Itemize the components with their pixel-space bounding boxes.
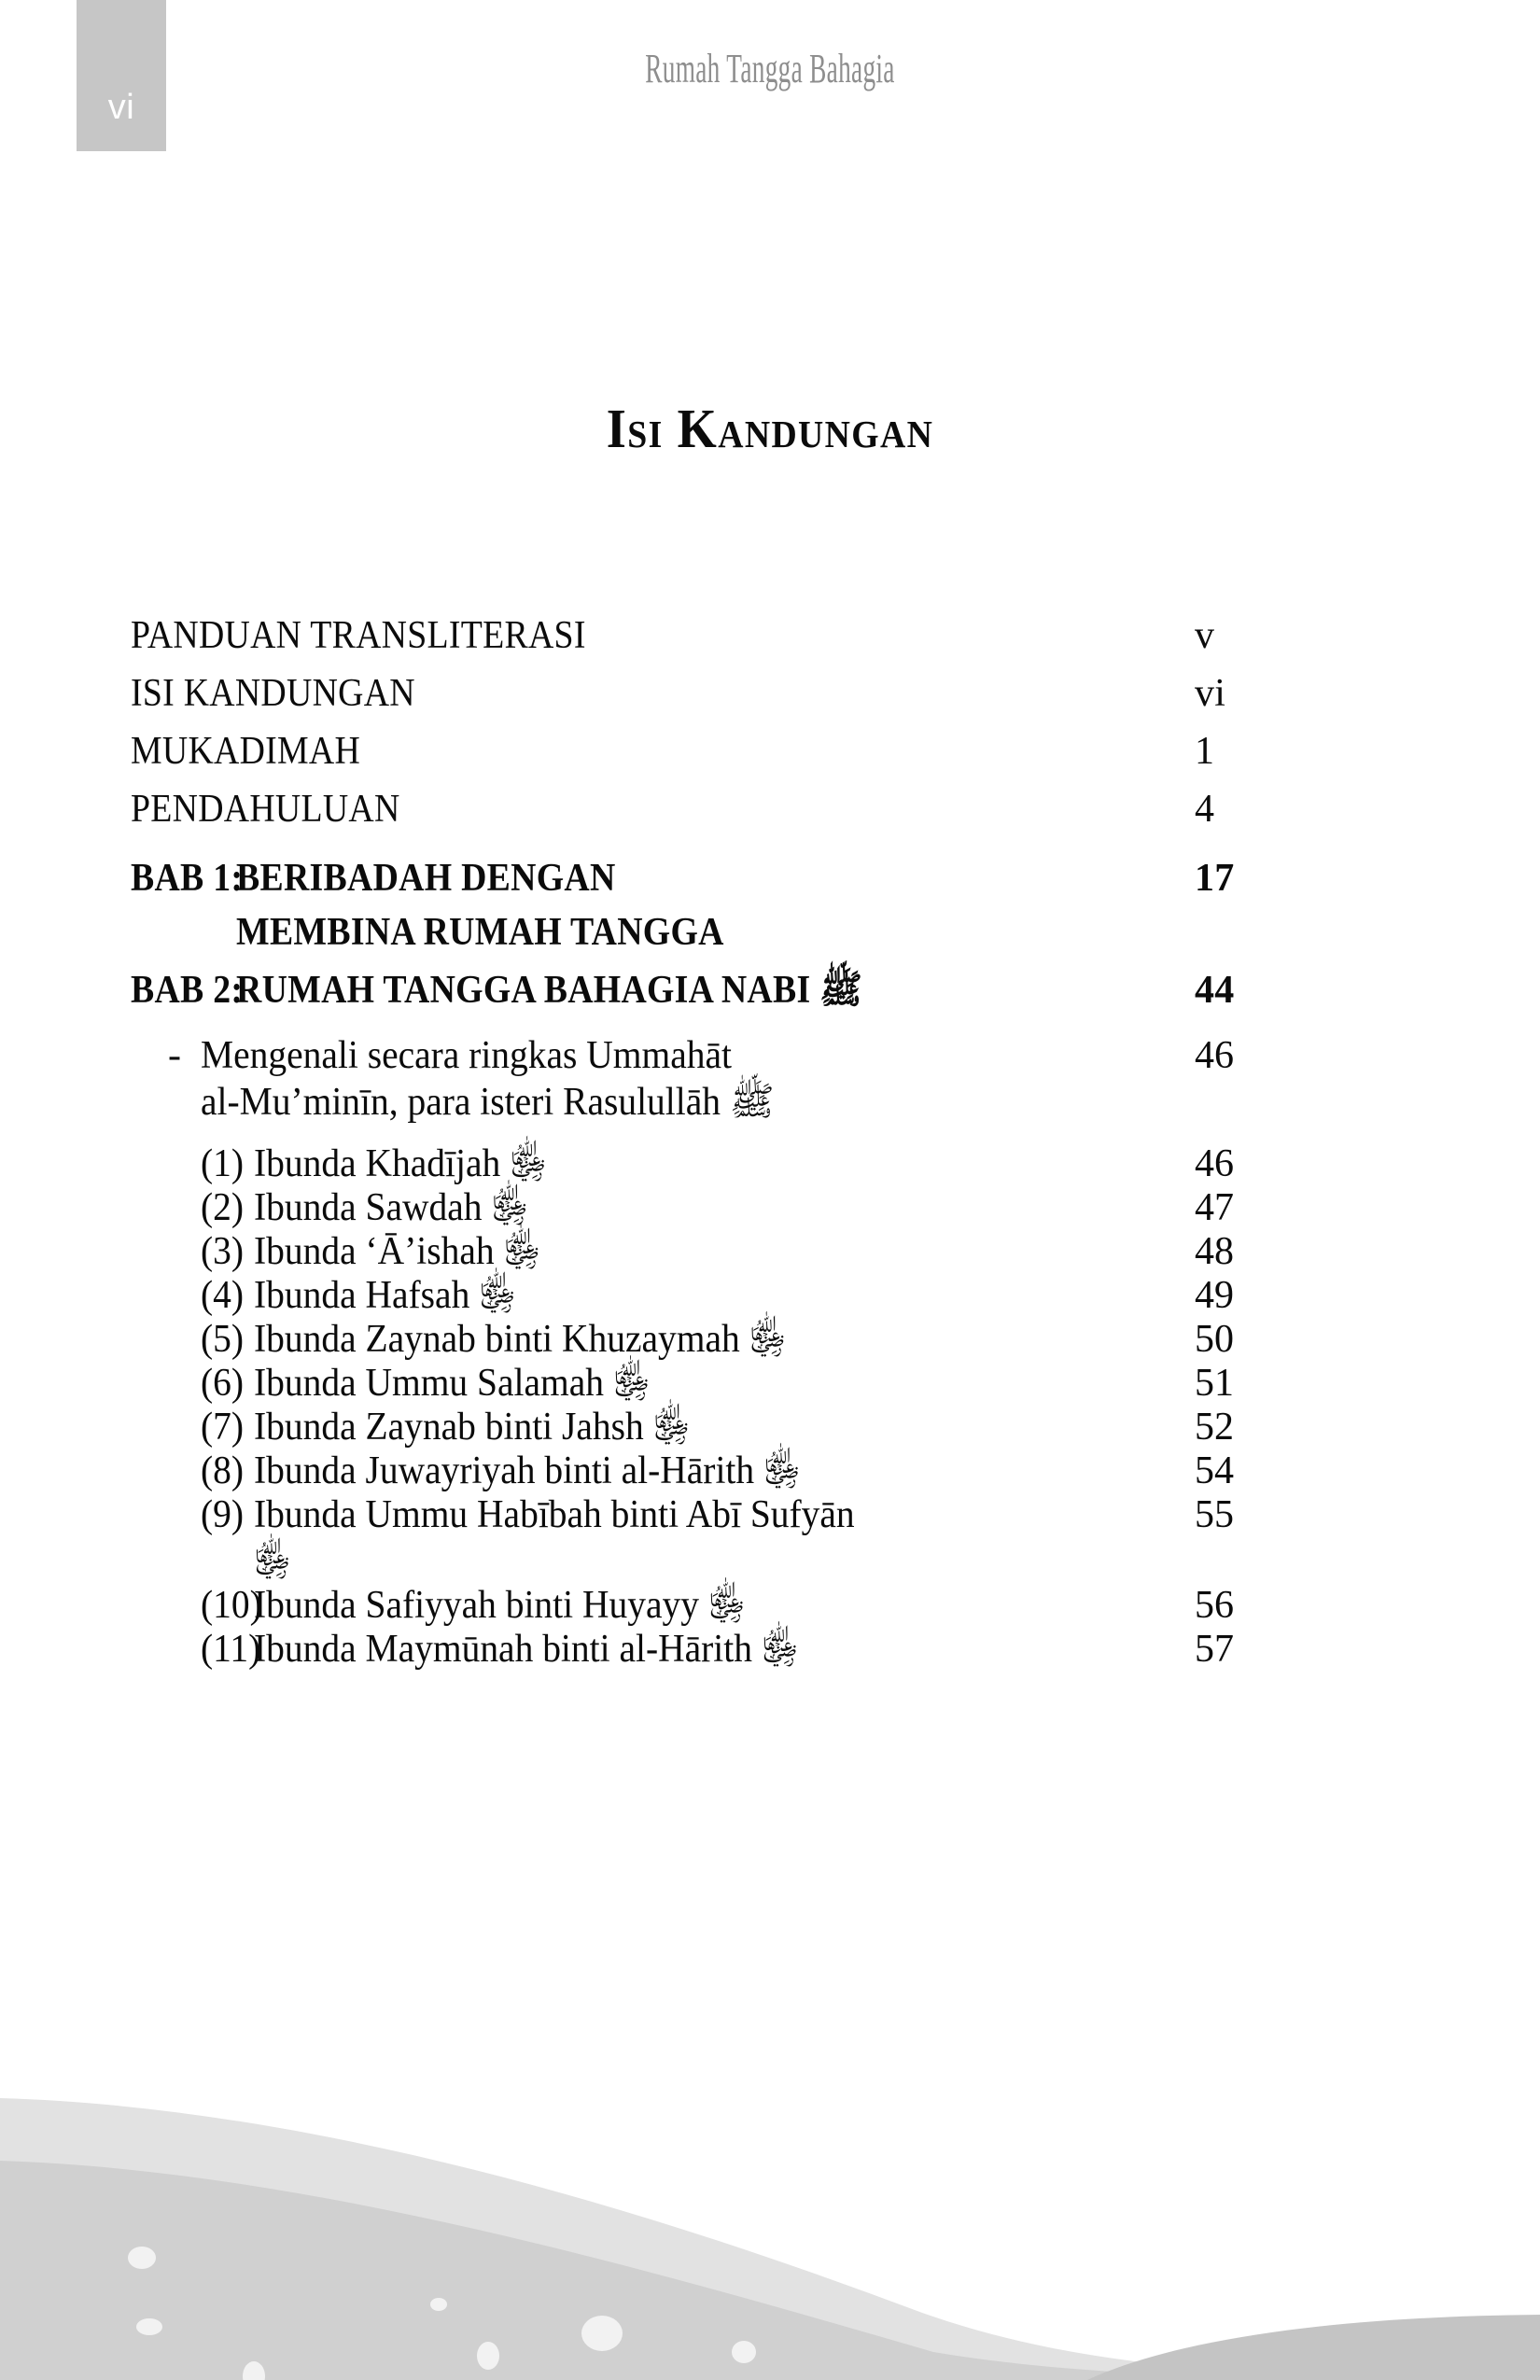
toc-row-sub-entry[interactable]	[0, 1036, 1540, 1144]
wife-name: Ibunda Zaynab binti Jahsh ﵂	[254, 1406, 691, 1449]
toc-entry-label: PENDAHULUAN	[131, 788, 400, 831]
wife-page: 55	[1195, 1493, 1234, 1536]
bubble-dot	[732, 2341, 756, 2363]
wife-index: (7)	[201, 1406, 245, 1449]
toc-entry-page: 4	[1195, 788, 1215, 831]
wife-name: Ibunda Hafsah ﵂	[254, 1274, 517, 1317]
wife-index: (1)	[201, 1142, 245, 1185]
bubble-dot	[581, 2316, 623, 2351]
wife-index: (5)	[201, 1318, 245, 1361]
chapter-number: BAB 1:	[131, 857, 244, 900]
wife-page: 54	[1195, 1449, 1234, 1492]
chapter-number: BAB 2:	[131, 969, 244, 1012]
bubble-dot	[430, 2298, 447, 2311]
toc-row-wife[interactable]	[0, 1451, 1540, 1495]
bullet-dash: -	[168, 1034, 181, 1077]
wife-index: (6)	[201, 1362, 245, 1405]
wife-page: 47	[1195, 1186, 1234, 1229]
wife-index: (2)	[201, 1186, 245, 1229]
toc-row-front-matter[interactable]	[0, 790, 1540, 859]
toc-entry-label: PANDUAN TRANSLITERASI	[131, 614, 586, 657]
toc-row-front-matter[interactable]	[0, 674, 1540, 732]
wife-index: (9)	[201, 1493, 245, 1536]
wife-page: 52	[1195, 1406, 1234, 1449]
sub-entry-line-2: al-Mu’minīn, para isteri Rasulullāh ﷺ	[201, 1081, 775, 1124]
wave-layer-dark	[1087, 2315, 1540, 2380]
wife-name: Ibunda Ummu Salamah ﵂	[254, 1362, 651, 1405]
toc-row-front-matter[interactable]	[0, 616, 1540, 674]
toc-row-wife[interactable]	[0, 1586, 1540, 1630]
wife-name: Ibunda Khadījah ﵂	[254, 1142, 547, 1185]
toc-row-wife[interactable]	[0, 1495, 1540, 1586]
footer-decoration	[0, 1988, 1540, 2380]
toc-entry-page: 1	[1195, 730, 1215, 773]
running-header-title: Rumah Tangga Bahagia	[645, 46, 895, 91]
sub-entry-page: 46	[1195, 1034, 1234, 1077]
wife-page: 48	[1195, 1230, 1234, 1273]
wife-name: Ibunda Zaynab binti Khuzaymah ﵂	[254, 1318, 787, 1361]
toc-row-front-matter[interactable]	[0, 732, 1540, 790]
chapter-page: 17	[1195, 857, 1235, 900]
toc-row-wife[interactable]	[0, 1276, 1540, 1320]
wife-index: (3)	[201, 1230, 245, 1273]
bubble-dot	[136, 2318, 162, 2335]
wave-layer-mid	[0, 2161, 1540, 2380]
wife-page: 56	[1195, 1584, 1234, 1627]
toc-entry-label: MUKADIMAH	[131, 730, 361, 773]
chapter-title-line-1: RUMAH TANGGA BAHAGIA NABI ﷺ	[236, 969, 862, 1012]
toc-entry-page: v	[1195, 614, 1215, 657]
wife-name: Ibunda ‘Ā’ishah ﵂	[254, 1230, 541, 1273]
wife-name: Ibunda Safiyyah binti Huyayy ﵂	[254, 1584, 746, 1627]
wife-name: Ibunda Juwayriyah binti al-Hārith ﵂	[254, 1449, 801, 1492]
wife-page: 49	[1195, 1274, 1234, 1317]
wife-index: (4)	[201, 1274, 245, 1317]
folio-box	[77, 0, 166, 151]
toc-row-wife[interactable]	[0, 1630, 1540, 1673]
wife-page: 51	[1195, 1362, 1234, 1405]
toc-entry-page: vi	[1195, 672, 1226, 715]
table-of-contents	[0, 616, 1540, 1673]
bubble-dot	[128, 2247, 156, 2269]
wave-layer-light	[0, 2098, 1540, 2380]
sub-entry-line-1: Mengenali secara ringkas Ummahāt	[201, 1034, 732, 1077]
chapter-title-line-2: MEMBINA RUMAH TANGGA	[236, 911, 724, 954]
wave-graphic	[0, 1988, 1540, 2380]
page-title: Isi Kandungan	[606, 398, 934, 459]
toc-row-wife[interactable]	[0, 1407, 1540, 1451]
chapter-page: 44	[1195, 969, 1235, 1012]
toc-row-chapter-2[interactable]	[0, 971, 1540, 1036]
wife-name: Ibunda Ummu Habībah binti Abī Sufyān	[254, 1493, 855, 1536]
wife-name: Ibunda Maymūnah binti al-Hārith ﵂	[254, 1628, 799, 1671]
wife-index: (10)	[201, 1584, 262, 1627]
chapter-title-line-1: BERIBADAH DENGAN	[236, 857, 616, 900]
bubble-dot	[243, 2361, 265, 2380]
toc-row-wife[interactable]	[0, 1232, 1540, 1276]
toc-row-wife[interactable]	[0, 1188, 1540, 1232]
wife-index: (11)	[201, 1628, 261, 1671]
bubble-dot	[477, 2342, 499, 2370]
toc-row-chapter-1[interactable]	[0, 859, 1540, 971]
wife-name-continuation: ﵂	[254, 1540, 291, 1583]
toc-row-wife[interactable]	[0, 1364, 1540, 1407]
wife-page: 57	[1195, 1628, 1234, 1671]
wife-index: (8)	[201, 1449, 245, 1492]
wife-page: 50	[1195, 1318, 1234, 1361]
toc-row-wife[interactable]	[0, 1144, 1540, 1188]
toc-row-wife[interactable]	[0, 1320, 1540, 1364]
wife-page: 46	[1195, 1142, 1234, 1185]
wife-name: Ibunda Sawdah ﵂	[254, 1186, 529, 1229]
folio-number: vi	[107, 88, 135, 127]
toc-entry-label: ISI KANDUNGAN	[131, 672, 415, 715]
